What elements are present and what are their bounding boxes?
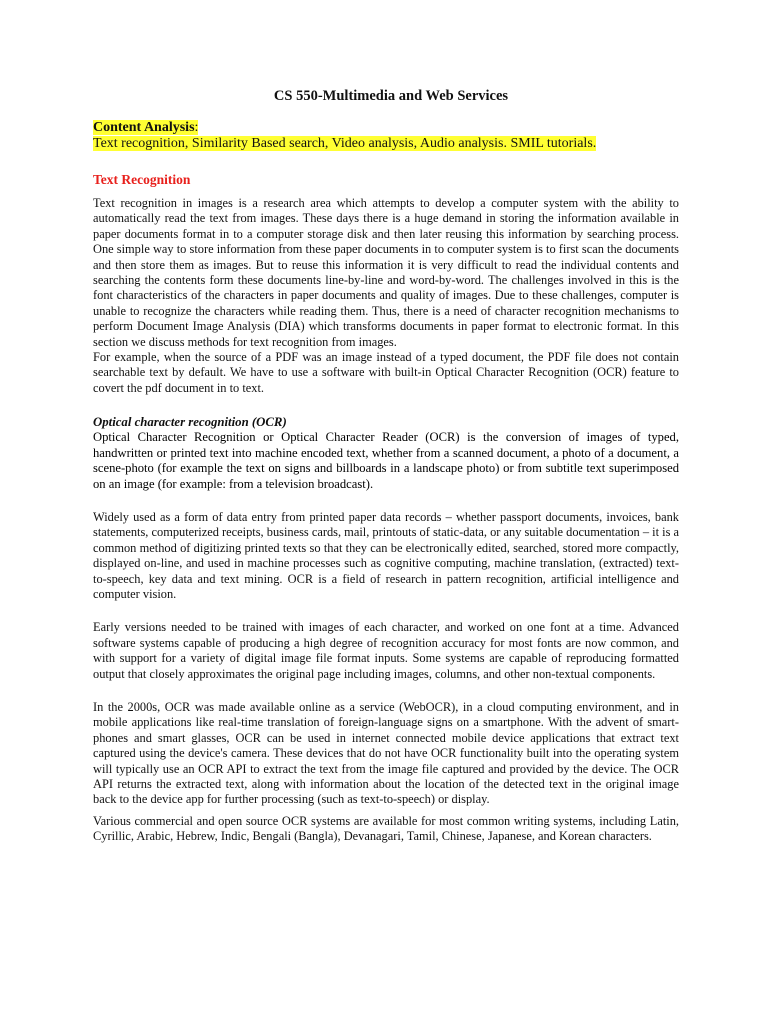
content-analysis-block: [93, 120, 679, 152]
paragraph-pdf-example: For example, when the source of a PDF was an image instead of a typed document, the PDF file does not contain searchable text by default. We have to use a software with built-in Optical Character Recognition (OCR) feature to covert the pdf document in to text.: [93, 350, 679, 395]
content-analysis-label: Content Analysis: [93, 120, 195, 135]
content-analysis-colon: :: [194, 120, 199, 135]
paragraph-ocr-uses: Widely used as a form of data entry from printed paper data records – whether passport documents, invoices, bank statements, computerized receipts, business cards, mail, printouts of static-data, or any suitable documentation – it is a common method of digitizing printed texts so that they can be electronically edited, searched, stored more compactly, displayed on-line, and used in machine processes such as cognitive computing, machine translation, (extracted) text-to-speech, key data and text mining. OCR is a field of research in pattern recognition, artificial intelligence and computer vision.: [93, 509, 679, 601]
section-heading-text-recognition: Text Recognition: [93, 172, 191, 187]
ocr-heading: Optical character recognition (OCR): [93, 415, 287, 430]
document-page: [93, 86, 679, 845]
paragraph-ocr-history: Early versions needed to be trained with images of each character, and worked on one font at a time. Advanced software systems capable of producing a high degree of recognition accuracy for most fonts are now common, and with support for a variety of digital image file format inputs. Some systems are capable of reproducing formatted output that closely approximates the original page including images, columns, and other non-textual components.: [93, 620, 679, 681]
document-title: CS 550-Multimedia and Web Services: [273, 88, 509, 104]
paragraph-ocr-systems: Various commercial and open source OCR systems are available for most common writing systems, including Latin, Cyrillic, Arabic, Hebrew, Indic, Bengali (Bangla), Devanagari, Tamil, Chinese, Japanese, and Korean characters.: [93, 813, 679, 844]
paragraph-ocr-2000s: In the 2000s, OCR was made available online as a service (WebOCR), in a cloud computing environment, and in mobile applications like real-time translation of foreign-language signs on a smartphone. With the advent of smart-phones and smart glasses, OCR can be used in internet connected mobile device applications that extract text captured using the device's camera. These devices that do not have OCR functionality built into the operating system will typically use an OCR API to extract the text from the image file captured and provided by the device. The OCR API returns the extracted text, along with information about the location of the detected text in the original image back to the device app for further processing (such as text-to-speech) or display.: [93, 699, 679, 807]
paragraph-intro: Text recognition in images is a research area which attempts to develop a computer system with the ability to automatically read the text from images. These days there is a huge demand in storing the information available in paper documents format in to a computer storage disk and then later reusing this information by searching process. One simple way to store information from these paper documents in to computer system is to first scan the documents and then store them as images. But to reuse this information it is very difficult to read the individual contents and searching the contents form these documents line-by-line and word-by-word. The challenges involved in this is the font characteristics of the characters in paper documents and quality of images. Due to these challenges, computer is unable to recognize the characters while reading them. Thus, there is a need of character recognition mechanisms to perform Document Image Analysis (DIA) which transforms documents in paper format to electronic format. In this section we discuss methods for text recognition from images.: [93, 196, 679, 349]
paragraph-ocr-definition: Optical Character Recognition or Optical Character Reader (OCR) is the conversion of images of typed, handwritten or printed text into machine encoded text, whether from a scanned document, a photo of a document, a scene-photo (for example the text on signs and billboards in a landscape photo) or from subtitle text superimposed on an image (for example: from a television broadcast).: [93, 430, 679, 491]
content-analysis-topics: Text recognition, Similarity Based search, Video analysis, Audio analysis. SMIL tutorials.: [93, 136, 597, 151]
